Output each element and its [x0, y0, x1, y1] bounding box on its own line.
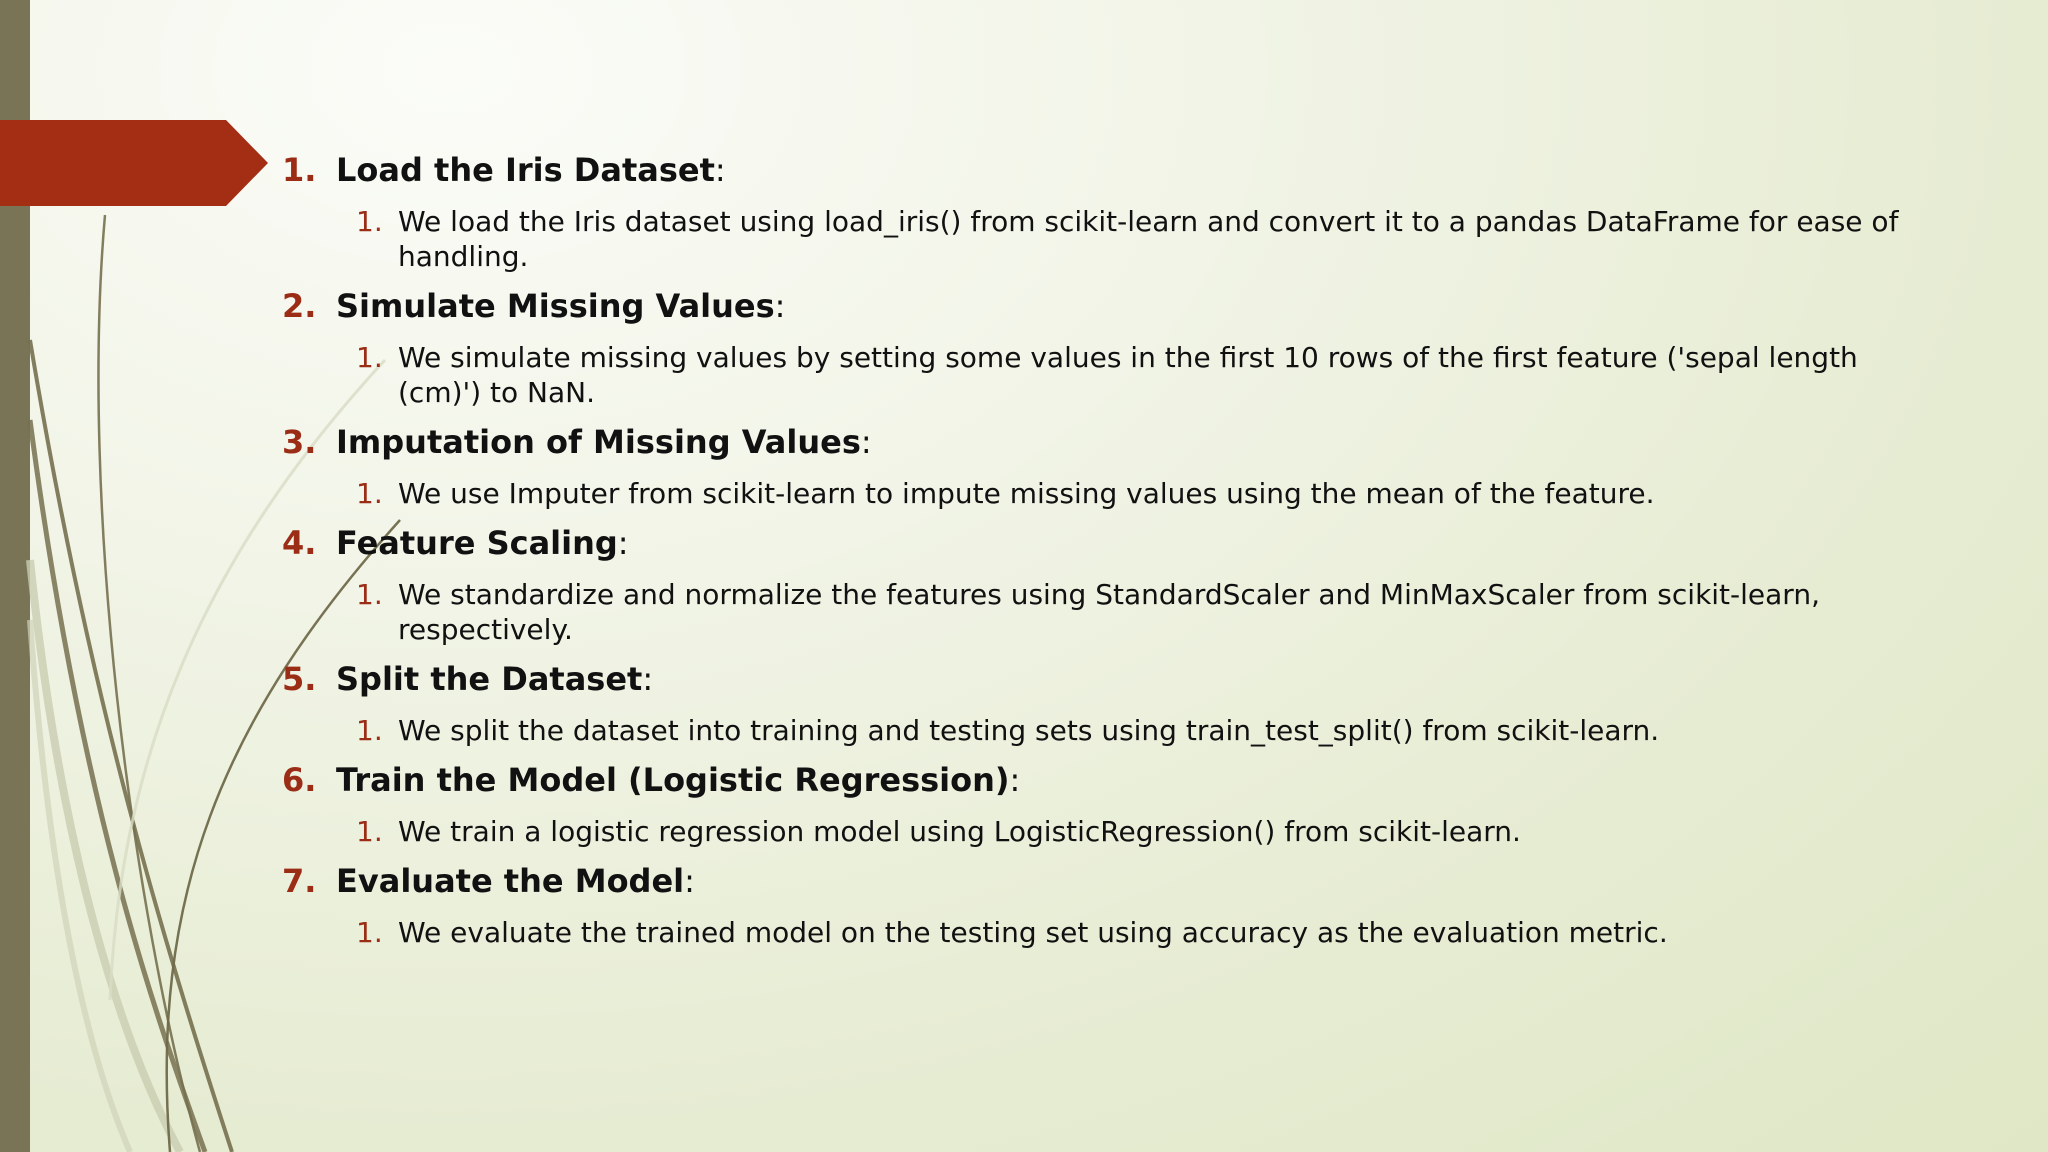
item-number: 5. — [282, 660, 317, 698]
sub-item-text: We train a logistic regression model using LogisticRegression() from scikit-learn. — [398, 815, 1521, 848]
item-title: Load the Iris Dataset — [336, 151, 715, 189]
item-title: Simulate Missing Values — [336, 287, 775, 325]
list-item-1 — [282, 148, 1922, 274]
sub-item-text: We evaluate the trained model on the testing set using accuracy as the evaluation metric. — [398, 916, 1668, 949]
item-number: 7. — [282, 862, 317, 900]
item-number: 4. — [282, 524, 317, 562]
item-colon: : — [774, 287, 786, 325]
sub-item-text: We split the dataset into training and testing sets using train_test_split() from scikit-learn. — [398, 714, 1660, 747]
item-colon: : — [684, 862, 695, 900]
item-title: Train the Model (Logistic Regression) — [336, 761, 1010, 799]
sub-item-number: 1. — [356, 341, 383, 374]
item-colon: : — [1009, 761, 1021, 799]
item-title: Imputation of Missing Values — [336, 423, 861, 461]
item-title: Feature Scaling — [336, 524, 618, 562]
item-number: 6. — [282, 761, 317, 799]
item-colon: : — [642, 660, 654, 698]
sub-item-text: We simulate missing values by setting some values in the first 10 rows of the first feature ('sepal length (cm)') to NaN. — [398, 341, 1858, 409]
item-colon: : — [860, 423, 872, 461]
sub-item-number: 1. — [356, 578, 383, 611]
item-colon: : — [617, 524, 629, 562]
title-banner-arrow — [0, 120, 270, 206]
list-item-7 — [282, 859, 1922, 950]
item-number: 2. — [282, 287, 317, 325]
list-item-5 — [282, 657, 1922, 748]
item-number: 3. — [282, 423, 317, 461]
list-item-6 — [282, 758, 1922, 849]
sub-item-number: 1. — [356, 714, 383, 747]
numbered-list — [282, 148, 1922, 960]
sub-item-number: 1. — [356, 815, 383, 848]
list-item-4 — [282, 521, 1922, 647]
item-title: Evaluate the Model — [336, 862, 685, 900]
sub-item-number: 1. — [356, 916, 383, 949]
sub-item-text: We load the Iris dataset using load_iris() from scikit-learn and convert it to a pandas DataFrame for ease of handling. — [398, 205, 1899, 273]
sub-item-number: 1. — [356, 477, 383, 510]
list-item-3 — [282, 420, 1922, 511]
list-item-2 — [282, 284, 1922, 410]
item-number: 1. — [282, 151, 317, 189]
item-colon: : — [714, 151, 726, 189]
sub-item-number: 1. — [356, 205, 383, 238]
item-title: Split the Dataset — [336, 660, 643, 698]
sub-item-text: We standardize and normalize the features using StandardScaler and MinMaxScaler from scikit-learn, respectively. — [398, 578, 1820, 646]
sub-item-text: We use Imputer from scikit-learn to impute missing values using the mean of the feature. — [398, 477, 1655, 510]
